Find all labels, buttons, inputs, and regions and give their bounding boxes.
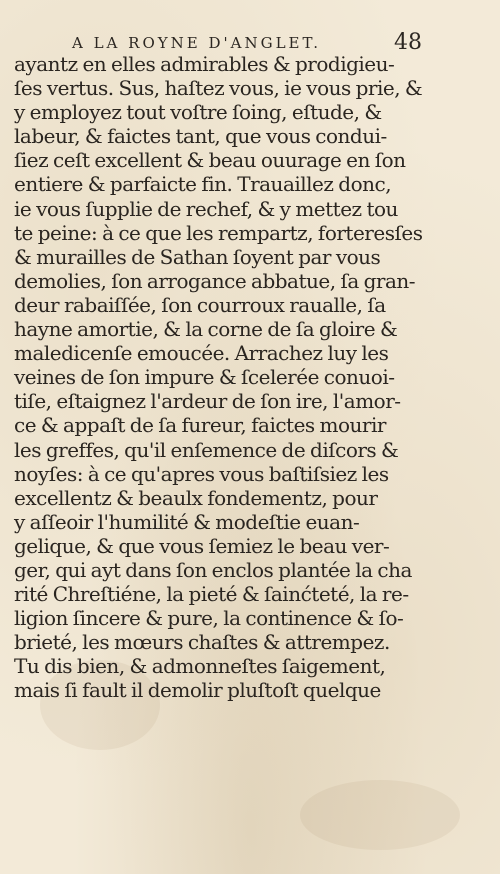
text-line: veines de ſon impure & ſcelerée conuoi- xyxy=(14,365,395,390)
text-line: gelique, & que vous ſemiez le beau ver- xyxy=(14,533,390,558)
text-line: ſes vertus. Sus, haſtez vous, ie vous prie, & xyxy=(14,76,423,101)
text-line: rité Chreſtiéne, la pieté & ſainćteté, la re- xyxy=(14,582,409,607)
text-line: ce & appaſt de ſa fureur, faictes mourir xyxy=(14,413,386,438)
text-line: y aſſeoir l'humilité & modeſtie euan- xyxy=(14,509,360,534)
text-line: les greffes, qu'il enſemence de diſcors & xyxy=(14,437,399,462)
page-number: 48 xyxy=(394,30,422,55)
text-line: ie vous ſupplie de rechef, & y mettez tou xyxy=(14,196,398,221)
text-line: ſiez ceſt excellent & beau ouurage en ſon xyxy=(14,148,406,173)
text-line: y employez tout voſtre ſoing, eſtude, & xyxy=(14,100,382,125)
text-line: ger, qui ayt dans ſon enclos plantée la cha xyxy=(14,557,412,582)
text-line: noyſes: à ce qu'apres vous baſtiſsiez les xyxy=(14,461,389,486)
text-line: ligion ſincere & pure, la continence & ſo- xyxy=(14,606,404,631)
text-line: maledicenſe emoucée. Arrachez luy les xyxy=(14,341,389,366)
text-line: entiere & parfaicte fin. Trauaillez donc, xyxy=(14,172,392,197)
text-line: tiſe, eſtaignez l'ardeur de ſon ire, l'amor- xyxy=(14,389,401,414)
text-line: labeur, & faictes tant, que vous condui- xyxy=(14,124,387,149)
text-line: ayantz en elles admirables & prodigieu- xyxy=(14,52,395,76)
text-line: demolies, ſon arrogance abbatue, ſa gran- xyxy=(14,268,416,293)
body-text xyxy=(14,52,430,703)
text-line: hayne amortie, & la corne de ſa gloire & xyxy=(14,317,398,342)
text-line: excellentz & beaulx fondementz, pour xyxy=(14,485,378,510)
text-line: deur rabaiſſée, ſon courroux raualle, ſa xyxy=(14,292,386,317)
text-line: mais ſi fault il demolir pluſtoſt quelque xyxy=(14,678,381,703)
text-line: te peine: à ce que les rempartz, forteresſes xyxy=(14,220,423,245)
text-line: brieté, les mœurs chaſtes & attrempez. xyxy=(14,630,390,655)
text-line: & murailles de Sathan ſoyent par vous xyxy=(14,244,381,269)
paper-stain xyxy=(300,780,460,850)
running-head: A LA ROYNE D'ANGLET. xyxy=(72,34,322,52)
text-line: Tu dis bien, & admonneſtes ſaigement, xyxy=(14,654,386,679)
